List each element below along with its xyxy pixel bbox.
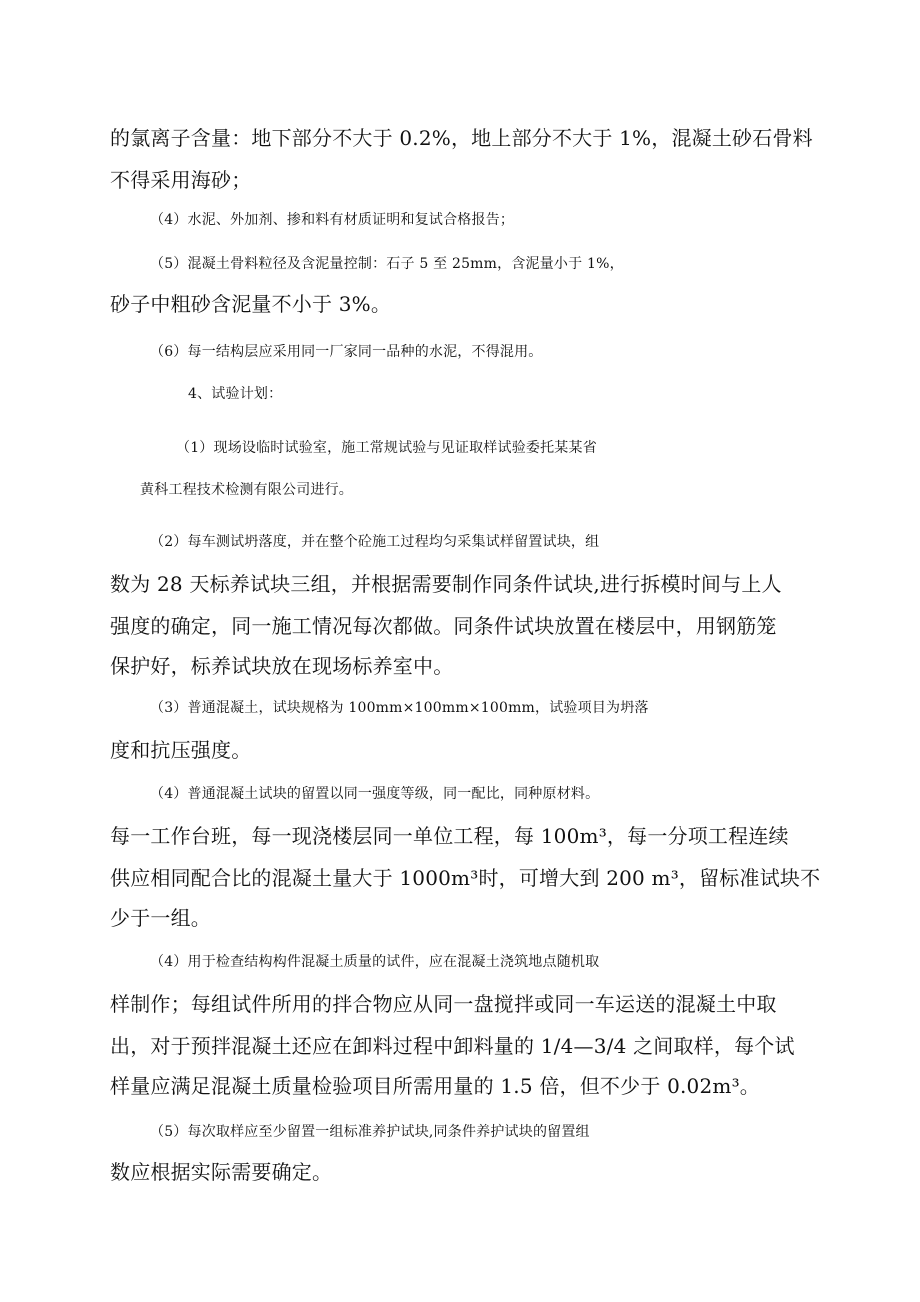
text-line: 少于一组。	[110, 906, 211, 930]
text-line: 每一工作台班，每一现浇楼层同一单位工程，每 100m³，每一分项工程连续	[110, 824, 789, 848]
text-line: 出，对于预拌混凝土还应在卸料过程中卸料量的 1/4—3/4 之间取样，每个试	[110, 1034, 795, 1058]
text-line: （4）水泥、外加剂、掺和料有材质证明和复试合格报告；	[150, 212, 515, 228]
text-line: 强度的确定，同一施工情况每次都做。同条件试块放置在楼层中，用钢筋笼	[110, 614, 777, 638]
text-line: 不得采用海砂；	[110, 168, 252, 192]
section-heading: 4、试验计划：	[188, 386, 283, 402]
text-line: （4）用于检查结构构件混凝土质量的试件，应在混凝土浇筑地点随机取	[150, 954, 600, 970]
text-line: 砂子中粗砂含泥量不小于 3%。	[110, 292, 392, 316]
text-line: 数为 28 天标养试块三组，并根据需要制作同条件试块,进行拆模时间与上人	[110, 572, 782, 596]
text-line: 保护好，标养试块放在现场标养室中。	[110, 654, 454, 678]
text-line: 数应根据实际需要确定。	[110, 1160, 333, 1184]
text-line: （4）普通混凝土试块的留置以同一强度等级，同一配比，同种原材料。	[150, 786, 600, 802]
text-line: 的氯离子含量：地下部分不大于 0.2%，地上部分不大于 1%，混凝土砂石骨料	[110, 126, 813, 150]
text-line: （2）每车测试坍落度，并在整个砼施工过程均匀采集试样留置试块，组	[150, 534, 600, 550]
text-line: （1）现场设临时试验室，施工常规试验与见证取样试验委托某某省	[176, 440, 597, 456]
text-line: （5）混凝土骨料粒径及含泥量控制：石子 5 至 25mm，含泥量小于 1%，	[150, 256, 624, 272]
text-line: （6）每一结构层应采用同一厂家同一品种的水泥，不得混用。	[150, 344, 543, 360]
text-line: 样量应满足混凝土质量检验项目所需用量的 1.5 倍，但不少于 0.02m³。	[110, 1074, 760, 1098]
text-line: 度和抗压强度。	[110, 738, 252, 762]
text-line: （3）普通混凝土，试块规格为 100mm×100mm×100mm，试验项目为坍落	[150, 700, 649, 716]
text-line: （5）每次取样应至少留置一组标准养护试块,同条件养护试块的留置组	[150, 1124, 590, 1140]
text-line: 样制作；每组试件所用的拌合物应从同一盘搅拌或同一车运送的混凝土中取	[110, 992, 777, 1016]
text-line: 供应相同配合比的混凝土量大于 1000m³时，可增大到 200 m³，留标准试块不	[110, 866, 821, 890]
text-line: 黄科工程技术检测有限公司进行。	[140, 482, 353, 498]
